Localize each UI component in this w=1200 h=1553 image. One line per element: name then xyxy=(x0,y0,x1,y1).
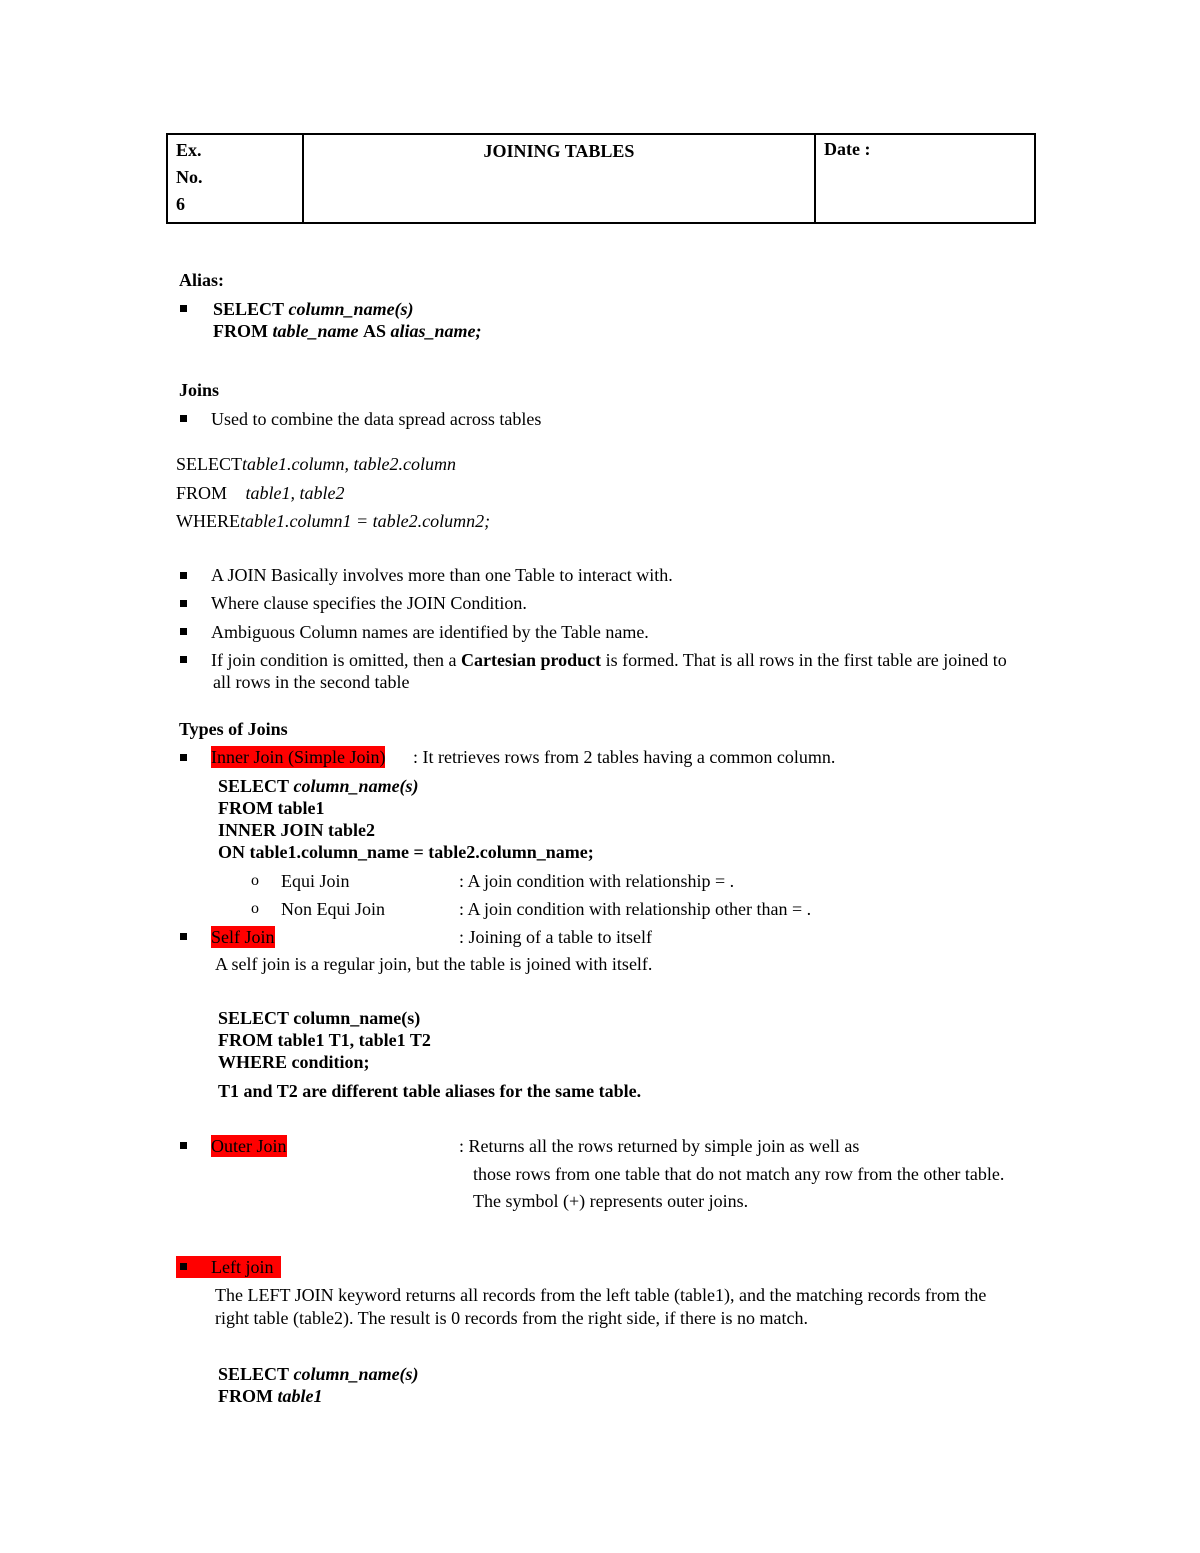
joins-bullet: Used to combine the data spread across tables xyxy=(211,409,542,429)
sql-keyword: SELECT xyxy=(213,299,285,319)
bullet-icon xyxy=(180,1142,187,1149)
sql-argument: table1.column, table2.column xyxy=(242,454,456,474)
sql-keyword: FROM xyxy=(218,1386,273,1406)
date-label: Date : xyxy=(824,139,871,159)
ex-no-cell xyxy=(167,134,303,223)
self-sql-line3: WHERE condition; xyxy=(218,1052,370,1072)
equi-join-name: Equi Join xyxy=(281,871,350,891)
circle-bullet-icon: o xyxy=(251,900,259,917)
date-cell xyxy=(815,134,1035,223)
non-equi-join-desc: : A join condition with relationship other than = . xyxy=(459,899,812,919)
list-item: Where clause specifies the JOIN Condition. xyxy=(211,593,527,613)
bullet-icon xyxy=(180,656,187,663)
bullet-icon xyxy=(180,415,187,422)
inner-join-desc: : It retrieves rows from 2 tables having a common column. xyxy=(413,747,836,767)
self-sql-line2: FROM table1 T1, table1 T2 xyxy=(218,1030,431,1050)
non-equi-join-name: Non Equi Join xyxy=(281,899,386,919)
left-join-desc2: right table (table2). The result is 0 records from the right side, if there is no match. xyxy=(215,1308,808,1328)
list-item: A JOIN Basically involves more than one Table to interact with. xyxy=(211,565,673,585)
left-sql-line2 xyxy=(218,1385,322,1407)
list-item: Ambiguous Column names are identified by the Table name. xyxy=(211,622,649,642)
cartesian-line2: all rows in the second table xyxy=(213,672,410,692)
types-heading: Types of Joins xyxy=(179,719,288,739)
bullet-icon xyxy=(180,628,187,635)
sql-argument: alias_name; xyxy=(390,321,482,341)
bullet-icon xyxy=(180,1263,187,1270)
joins-heading: Joins xyxy=(179,380,220,400)
left-sql-line1 xyxy=(218,1363,419,1385)
alias-heading: Alias: xyxy=(179,270,224,290)
left-join-desc1: The LEFT JOIN keyword returns all records from the left table (table1), and the matching records from the xyxy=(215,1285,987,1305)
sql-argument: table1 xyxy=(277,1386,323,1406)
sql-argument: column_name(s) xyxy=(288,299,414,319)
bullet-icon xyxy=(180,600,187,607)
left-join-label: Left join xyxy=(211,1257,274,1277)
sql-keyword: AS xyxy=(362,321,386,341)
inner-sql-line1 xyxy=(218,775,419,797)
bullet-icon xyxy=(180,933,187,940)
cartesian-post: is formed. That is all rows in the first table are joined to xyxy=(605,650,1007,670)
sql-argument: table1, table2 xyxy=(245,483,345,503)
self-sql-line1: SELECT column_name(s) xyxy=(218,1008,421,1028)
bullet-icon xyxy=(180,572,187,579)
ex-number: 6 xyxy=(176,194,185,214)
outer-join-desc3: The symbol (+) represents outer joins. xyxy=(473,1191,749,1211)
sql-keyword: SELECT xyxy=(176,454,242,474)
joins-sql-where xyxy=(176,510,490,532)
bullet-icon xyxy=(180,305,187,312)
no-label: No. xyxy=(176,167,203,187)
equi-join-desc: : A join condition with relationship = . xyxy=(459,871,735,891)
outer-join-desc1: : Returns all the rows returned by simple join as well as xyxy=(459,1136,860,1156)
sql-keyword: FROM xyxy=(213,321,268,341)
page-title: JOINING TABLES xyxy=(483,141,635,161)
ex-label: Ex. xyxy=(176,140,202,160)
circle-bullet-icon: o xyxy=(251,872,259,889)
sql-argument: table_name xyxy=(272,321,359,341)
sql-argument: column_name(s) xyxy=(293,776,419,796)
alias-sql-line1 xyxy=(213,298,414,320)
sql-keyword: SELECT xyxy=(218,776,290,796)
sql-keyword: SELECT xyxy=(218,1364,290,1384)
inner-sql-line3: INNER JOIN table2 xyxy=(218,820,376,840)
cartesian-bold: Cartesian product xyxy=(460,650,602,670)
self-join-desc: : Joining of a table to itself xyxy=(459,927,652,947)
self-alias-note: T1 and T2 are different table aliases for the same table. xyxy=(218,1081,642,1101)
inner-sql-line2: FROM table1 xyxy=(218,798,325,818)
sql-argument: table1.column1 = table2.column2; xyxy=(239,511,491,531)
sql-keyword: FROM xyxy=(176,483,228,503)
outer-join-label: Outer Join xyxy=(211,1136,287,1156)
self-join-label: Self Join xyxy=(211,927,275,947)
alias-sql-line2 xyxy=(213,320,482,342)
cartesian-pre: If join condition is omitted, then a xyxy=(211,650,457,670)
inner-sql-line4: ON table1.column_name = table2.column_name; xyxy=(218,842,594,862)
sql-argument: column_name(s) xyxy=(293,1364,419,1384)
sql-keyword: WHERE xyxy=(176,511,240,531)
header-table xyxy=(166,133,1036,224)
outer-join-desc2: those rows from one table that do not match any row from the other table. xyxy=(473,1164,1005,1184)
inner-join-label: Inner Join (Simple Join) xyxy=(211,747,386,767)
title-cell xyxy=(303,134,815,223)
joins-sql-from xyxy=(176,482,345,504)
joins-sql-select xyxy=(176,453,456,475)
cartesian-line1 xyxy=(211,649,1007,671)
bullet-icon xyxy=(180,754,187,761)
self-join-note: A self join is a regular join, but the table is joined with itself. xyxy=(215,954,653,974)
